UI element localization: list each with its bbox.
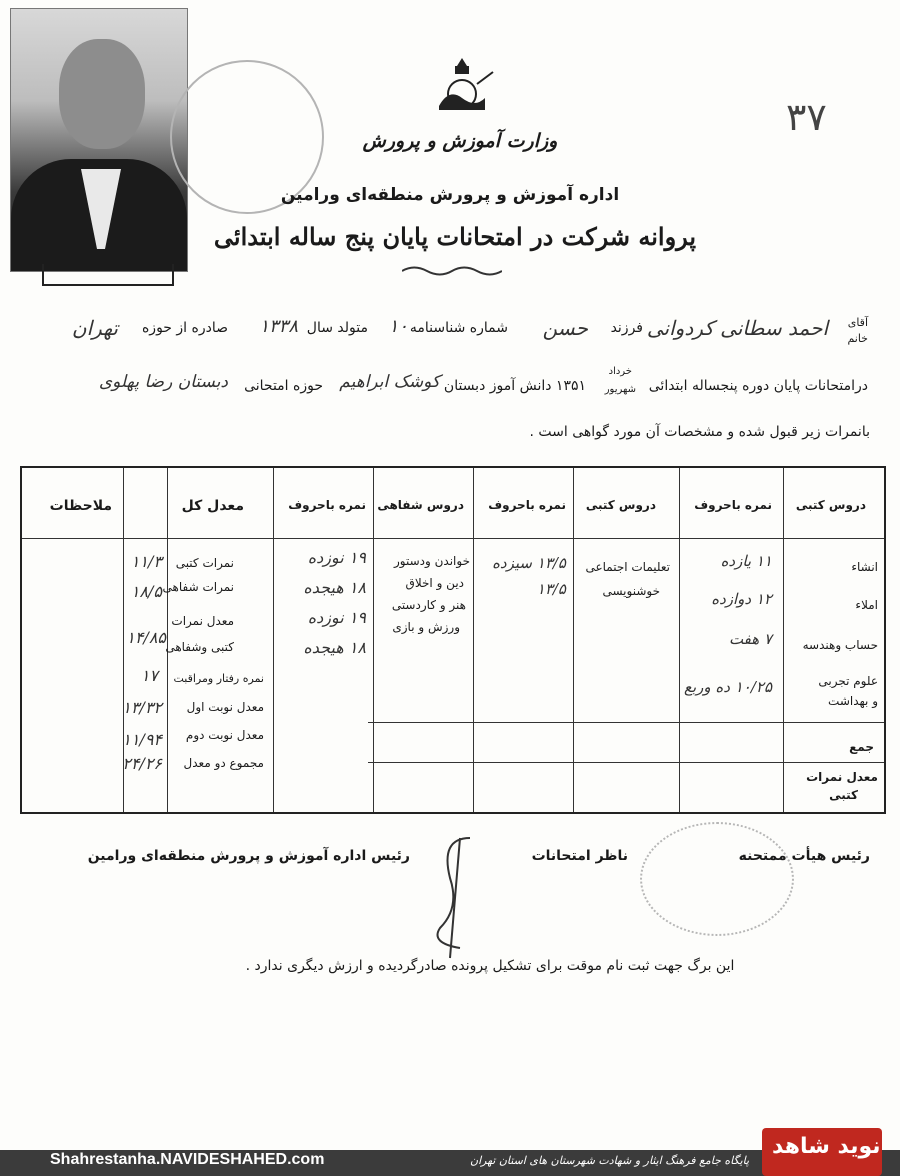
oral-course: هنر و کاردستی — [391, 598, 466, 612]
header-written-courses-2: دروس کتبی — [585, 498, 656, 512]
handwritten-signature — [400, 818, 660, 968]
official-stamp — [640, 822, 794, 936]
oral-grade: ۱۹ نوزده — [307, 548, 366, 567]
header-grade-letters-3: نمره باحروف — [288, 498, 366, 512]
written-grade: ۱۰/۲۵ ده وربع — [683, 678, 772, 696]
document-number: ۳۷ — [786, 95, 827, 139]
avg-value: ۱۳/۳۲ — [122, 698, 162, 717]
written-course: حساب وهندسه — [802, 638, 878, 652]
avg-value: ۱۸/۵ — [130, 582, 162, 601]
issued-label: صادره از حوزه — [141, 320, 228, 336]
oral-grade: ۱۹ نوزده — [307, 608, 366, 627]
site-url[interactable]: Shahrestanha.NAVIDESHAHED.com — [50, 1151, 325, 1168]
label-mr: آقای — [847, 316, 868, 329]
supervisor-label: ناظر امتحانات — [531, 848, 628, 864]
label-mrs: خانم — [847, 332, 868, 345]
ministry-title: وزارت آموزش و پرورش — [362, 130, 558, 152]
header-grade-letters-2: نمره باحروف — [488, 498, 566, 512]
exam-intro: درامتحانات پایان دوره پنجساله ابتدائی — [648, 378, 868, 394]
written-grade: ۱۲ دوازده — [711, 590, 772, 608]
oral-course: خواندن ودستور — [393, 554, 470, 568]
father-label: فرزند — [610, 320, 643, 336]
oral-grade: ۱۸ هیجده — [303, 578, 366, 597]
header-remarks: ملاحظات — [49, 498, 112, 514]
written-grade: ۷ هفت — [728, 630, 772, 648]
school-name: کوشک ابراهیم — [339, 372, 440, 392]
header-oral-courses: دروس شفاهی — [377, 498, 464, 512]
department-title: اداره آموزش و پرورش منطقه‌ای ورامین — [280, 185, 620, 205]
avg-written-label: معدل نمرات — [806, 770, 878, 784]
grades-table — [20, 466, 886, 814]
avg-value: ۱۴/۸۵ — [126, 628, 166, 647]
lion-and-sun-emblem — [427, 58, 497, 122]
logo-text: نوید شاهد — [772, 1134, 881, 1159]
written2-course: خوشنویسی — [602, 584, 660, 598]
written2-grade: ۱۳/۵ — [536, 580, 566, 598]
head-committee-label: رئیس هیأت ممتحنه — [738, 848, 870, 864]
oral-grade: ۱۸ هیجده — [303, 638, 366, 657]
avg-label: نمره رفتار ومراقبت — [173, 672, 264, 685]
sum-label: جمع — [849, 740, 874, 754]
avg-label: معدل نوبت دوم — [185, 728, 264, 742]
oral-course: ورزش و بازی — [392, 620, 460, 634]
student-info-line — [20, 316, 868, 358]
site-caption: پایگاه جامع فرهنگ ایثار و شهادت شهرستان های استان تهران — [470, 1154, 750, 1167]
written-course: علوم تجربی — [818, 674, 878, 688]
student-name: احمد سطانی کردوانی — [646, 316, 828, 340]
id-number: ۱۰ — [388, 316, 408, 337]
avg-label: معدل نمرات — [171, 614, 234, 628]
student-photo — [10, 8, 188, 272]
avg-value: ۱۱/۹۴ — [122, 730, 162, 749]
document-title: پروانه شرکت در امتحانات پایان پنج ساله ابتدائی — [213, 222, 697, 251]
month-top: خرداد — [608, 366, 632, 377]
birth-year: ۱۳۳۸ — [259, 316, 298, 337]
area-name: دبستان رضا پهلوی — [98, 372, 228, 392]
avg-label: نمرات کتبی — [175, 556, 234, 570]
written-grade: ۱۱ یازده — [720, 552, 772, 570]
avg-label: نمرات شفاهی — [162, 580, 234, 594]
signature-row — [30, 844, 870, 872]
avg-label: کتبی وشفاهی — [165, 640, 234, 654]
ornament-divider — [402, 264, 502, 278]
avg-label: مجموع دو معدل — [183, 756, 264, 770]
written-course: املاء — [855, 598, 878, 612]
id-label: شماره شناسنامه — [409, 320, 508, 336]
footer-note: این برگ جهت ثبت نام موقت برای تشکیل پرونده صادرگردیده و ارزش دیگری ندارد . — [245, 958, 735, 974]
area-label: حوزه امتحانی — [244, 378, 323, 394]
written2-course: تعلیمات اجتماعی — [585, 560, 670, 574]
avg-label: معدل نوبت اول — [186, 700, 264, 714]
avg-value: ۱۷ — [140, 666, 158, 685]
avg-written-label-2: کتبی — [829, 788, 858, 802]
written-course: انشاء — [851, 560, 878, 574]
avg-value: ۲۴/۲۶ — [122, 754, 162, 773]
exam-closing: بانمرات زیر قبول شده و مشخصات آن مورد گواهی است . — [529, 424, 870, 440]
father-name: حسن — [542, 316, 588, 340]
birth-label: متولد سال — [306, 320, 368, 336]
avg-value: ۱۱/۳ — [130, 552, 162, 571]
issued-place: تهران — [71, 316, 118, 340]
oral-course: دین و اخلاق — [405, 576, 464, 590]
written-course: و بهداشت — [828, 694, 878, 708]
header-overall-average: معدل کل — [181, 498, 244, 514]
exam-year-school: ۱۳۵۱ دانش آموز دبستان — [443, 378, 586, 394]
written2-grade: ۱۳/۵ سیزده — [492, 554, 566, 572]
header-grade-letters-1: نمره باحروف — [694, 498, 772, 512]
header-written-courses: دروس کتبی — [795, 498, 866, 512]
month-bottom: شهریور — [604, 384, 636, 395]
head-department-label: رئیس اداره آموزش و پرورش منطقه‌ای ورامین — [87, 848, 410, 864]
exam-info-line — [20, 366, 868, 414]
photo-caption-box — [42, 264, 174, 286]
